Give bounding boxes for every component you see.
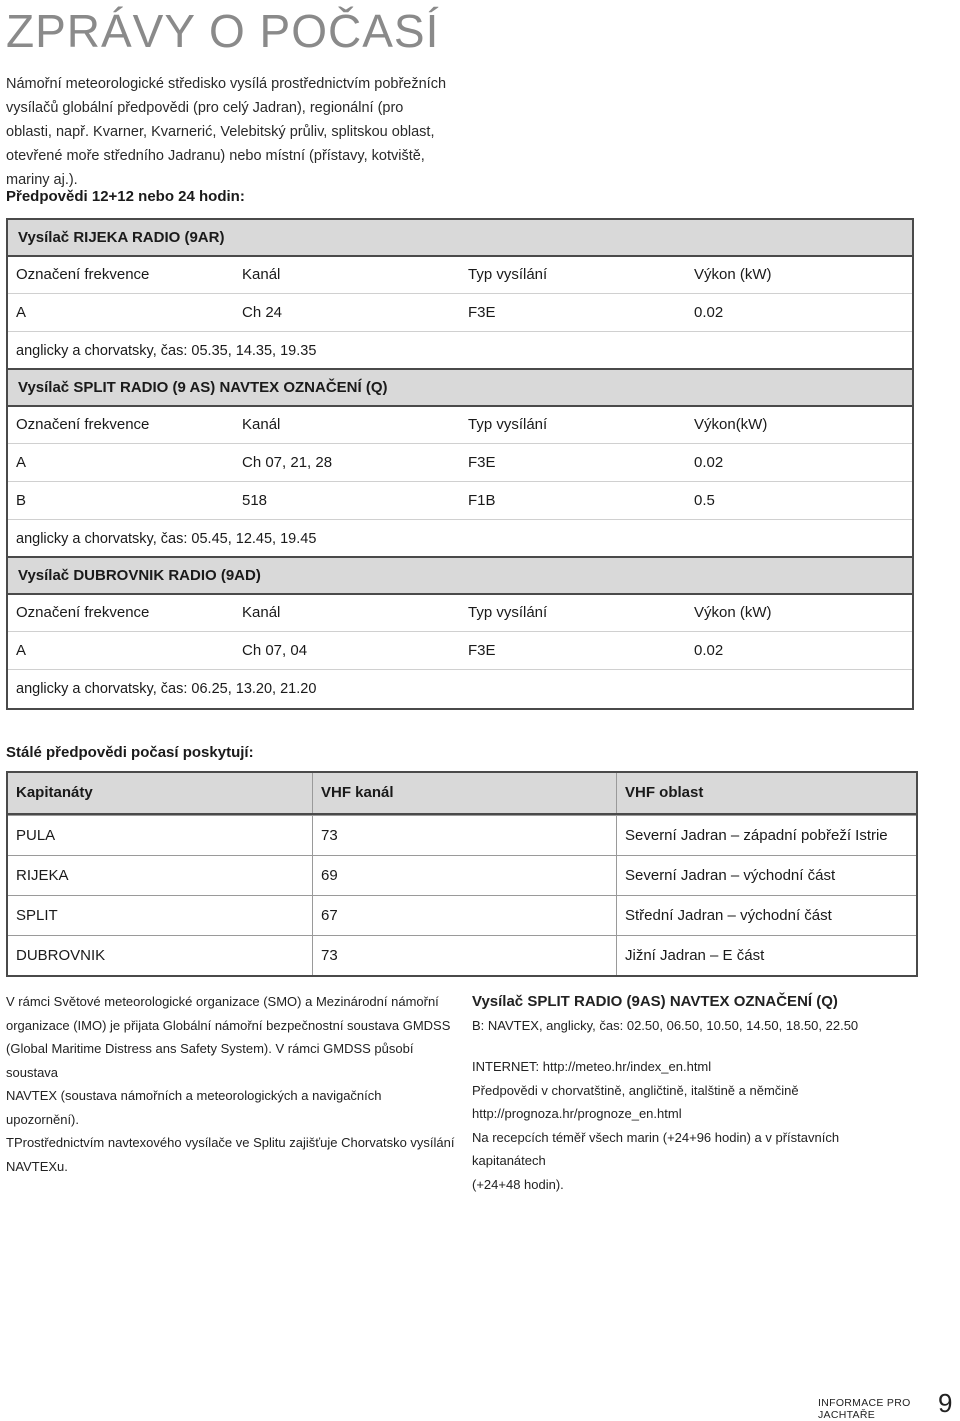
cell: Severní Jadran – západní pobřeží Istrie bbox=[616, 816, 916, 855]
col-vhf-area: VHF oblast bbox=[616, 773, 916, 813]
navtex-name: SPLIT RADIO (9AS) NAVTEX OZNAČENÍ (Q) bbox=[527, 993, 838, 1010]
column-header-row bbox=[8, 595, 912, 632]
navtex-schedule: B: NAVTEX, anglicky, čas: 02.50, 06.50, 10.50, 14.50, 18.50, 22.50 bbox=[472, 1017, 859, 1033]
col-channel: Kanál bbox=[242, 416, 281, 433]
page-number: 9 bbox=[938, 1388, 953, 1418]
gmdss-paragraph bbox=[6, 990, 458, 1178]
cell: Severní Jadran – východní část bbox=[616, 856, 916, 895]
col-power: Výkon(kW) bbox=[694, 416, 768, 433]
permanent-heading: Stálé předpovědi počasí poskytují: bbox=[6, 744, 254, 761]
col-harbour-office: Kapitanáty bbox=[16, 784, 93, 801]
col-type: Typ vysílání bbox=[468, 416, 548, 433]
table-row bbox=[8, 895, 916, 935]
cell: A bbox=[16, 304, 27, 321]
radio-prefix: Vysílač bbox=[18, 379, 70, 396]
cell: RIJEKA bbox=[16, 867, 69, 884]
col-power: Výkon (kW) bbox=[694, 604, 772, 621]
navtex-heading bbox=[472, 990, 912, 1014]
col-frequency: Označení frekvence bbox=[16, 266, 150, 283]
cell: Jižní Jadran – E část bbox=[616, 936, 916, 975]
radio-block-split bbox=[6, 368, 914, 560]
cell: F3E bbox=[468, 304, 496, 321]
table-row bbox=[8, 482, 912, 520]
radio-prefix: Vysílač bbox=[18, 567, 70, 584]
cell: SPLIT bbox=[16, 907, 58, 924]
broadcast-note: anglicky a chorvatsky, čas: 06.25, 13.20, 21.20 bbox=[16, 681, 317, 697]
marinas-line: (+24+48 hodin). bbox=[472, 1176, 564, 1192]
marinas-line: Na recepcích téměř všech marin (+24+96 hodin) a v přístavních kapitanátech bbox=[472, 1129, 840, 1168]
cell: F1B bbox=[468, 492, 496, 509]
stations-header-row bbox=[8, 773, 916, 815]
cell: 0.5 bbox=[694, 492, 715, 509]
col-type: Typ vysílání bbox=[468, 266, 548, 283]
radio-block-rijeka bbox=[6, 218, 914, 372]
radio-header bbox=[8, 558, 912, 595]
cell: A bbox=[16, 454, 27, 471]
broadcast-note: anglicky a chorvatsky, čas: 05.45, 12.45, 19.45 bbox=[16, 531, 317, 547]
navtex-prefix: Vysílač bbox=[472, 993, 524, 1010]
col-channel: Kanál bbox=[242, 266, 281, 283]
column-header-row bbox=[8, 257, 912, 294]
footer-label: INFORMACE PRO JACHTAŘE bbox=[818, 1397, 911, 1421]
radio-name: RIJEKA RADIO (9AR) bbox=[73, 229, 225, 246]
text-line: NAVTEX (soustava námořních a meteorologických a navigačních upozornění). bbox=[6, 1088, 382, 1127]
column-header-row bbox=[8, 407, 912, 444]
col-type: Typ vysílání bbox=[468, 604, 548, 621]
cell: PULA bbox=[16, 827, 56, 844]
cell: Ch 24 bbox=[242, 304, 283, 321]
intro-paragraph: Námořní meteorologické středisko vysílá prostřednictvím pobřežních vysílačů globální předpovědi (pro celý Jadran), regionální (pro oblasti, např. Kvarner, Kvarnerić, Velebitský průliv, splitskou oblast, otevřené moře středního Jadranu) nebo místní (přístavy, kotviště, mariny aj.). bbox=[6, 76, 447, 188]
text-line: organizace (IMO) je přijata Globální námořní bezpečnostní soustava GMDSS bbox=[6, 1017, 451, 1033]
table-row bbox=[8, 294, 912, 332]
cell: 0.02 bbox=[694, 454, 724, 471]
table-row bbox=[8, 632, 912, 670]
col-channel: Kanál bbox=[242, 604, 281, 621]
radio-header bbox=[8, 220, 912, 257]
table-row bbox=[8, 815, 916, 855]
cell: Střední Jadran – východní část bbox=[616, 896, 916, 935]
cell: B bbox=[16, 492, 27, 509]
cell: Ch 07, 21, 28 bbox=[242, 454, 333, 471]
languages-line: Předpovědi v chorvatštině, angličtině, italštině a němčině bbox=[472, 1082, 799, 1098]
radio-block-dubrovnik bbox=[6, 556, 914, 710]
table-row bbox=[8, 935, 916, 975]
cell: 73 bbox=[312, 936, 616, 975]
radio-header bbox=[8, 370, 912, 407]
prognoza-link[interactable]: http://prognoza.hr/prognoze_en.html bbox=[472, 1106, 682, 1121]
stations-table bbox=[6, 771, 918, 977]
cell: A bbox=[16, 642, 27, 659]
cell: 0.02 bbox=[694, 642, 724, 659]
text-line: TProstřednictvím navtexového vysílače ve Splitu zajišťuje Chorvatsko vysílání bbox=[6, 1135, 455, 1150]
forecast-heading: Předpovědi 12+12 nebo 24 hodin: bbox=[6, 188, 245, 205]
cell: F3E bbox=[468, 642, 496, 659]
internet-link[interactable]: INTERNET: http://meteo.hr/index_en.html bbox=[472, 1059, 712, 1074]
navtex-info bbox=[472, 990, 912, 1196]
col-frequency: Označení frekvence bbox=[16, 604, 150, 621]
text-line: NAVTEXu. bbox=[6, 1158, 68, 1174]
cell: Ch 07, 04 bbox=[242, 642, 308, 659]
col-frequency: Označení frekvence bbox=[16, 416, 150, 433]
cell: 69 bbox=[312, 856, 616, 895]
table-row bbox=[8, 855, 916, 895]
radio-name: DUBROVNIK RADIO (9AD) bbox=[73, 567, 261, 584]
cell: 0.02 bbox=[694, 304, 724, 321]
radio-name: SPLIT RADIO (9 AS) NAVTEX OZNAČENÍ (Q) bbox=[73, 379, 388, 396]
cell: 73 bbox=[312, 816, 616, 855]
table-row bbox=[8, 444, 912, 482]
col-power: Výkon (kW) bbox=[694, 266, 772, 283]
broadcast-note: anglicky a chorvatsky, čas: 05.35, 14.35, 19.35 bbox=[16, 343, 317, 359]
cell: 67 bbox=[312, 896, 616, 935]
cell: DUBROVNIK bbox=[16, 947, 106, 964]
radio-prefix: Vysílač bbox=[18, 229, 70, 246]
cell: F3E bbox=[468, 454, 496, 471]
text-line: V rámci Světové meteorologické organizace (SMO) a Mezinárodní námořní bbox=[6, 994, 439, 1009]
page-title: ZPRÁVY O POČASÍ bbox=[6, 5, 440, 57]
text-line: (Global Maritime Distress ans Safety System). V rámci GMDSS působí soustava bbox=[6, 1041, 414, 1080]
cell: 518 bbox=[242, 492, 268, 509]
col-vhf-channel: VHF kanál bbox=[312, 773, 616, 813]
